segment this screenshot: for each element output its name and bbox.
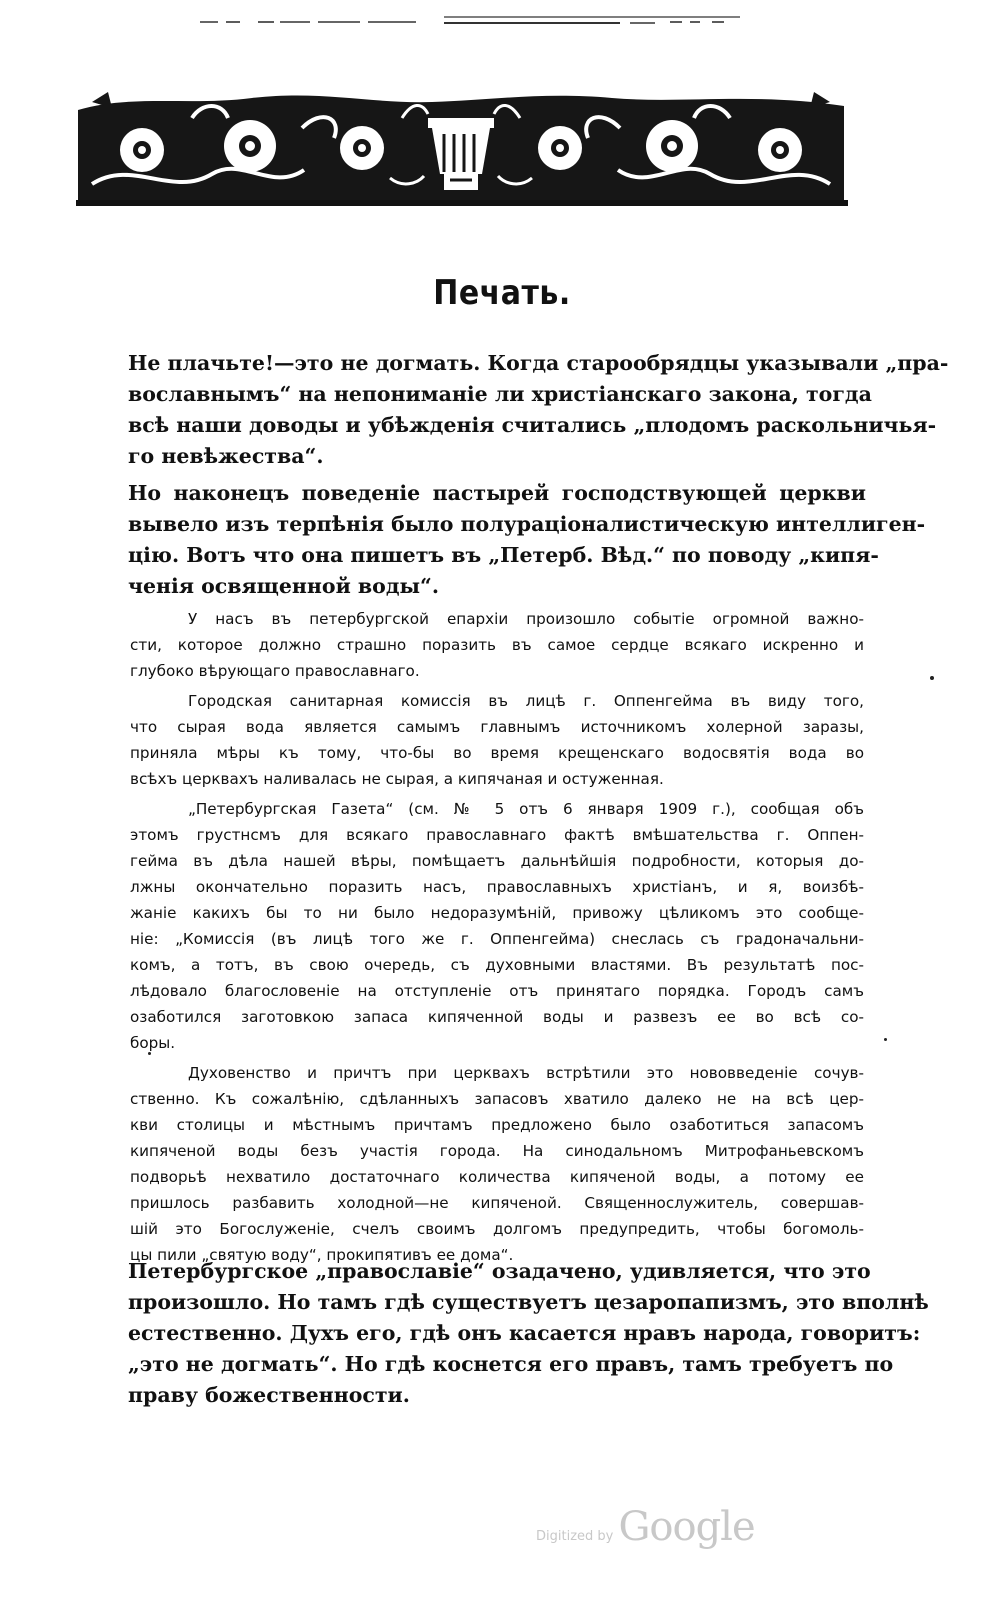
text-line: У насъ въ петербургской епархіи произошло событіе огромной важно- xyxy=(188,610,864,628)
text-line: цы пили „святую воду“, прокипятивъ ее дома“. xyxy=(130,1246,514,1264)
text-line: приняла мѣры къ тому, что-бы во время крещенскаго водосвятія вода во xyxy=(130,744,864,762)
text-line: этомъ грустнсмъ для всякаго православнаго фактѣ вмѣшательства г. Оппен- xyxy=(130,826,864,844)
text-line: всѣхъ церквахъ наливалась не сырая, а кипячаная и остуженная. xyxy=(130,770,664,788)
text-line: „это не догмать“. Но гдѣ коснется его правъ, тамъ требуетъ по xyxy=(128,1352,894,1376)
text-line: ченія освященной воды“. xyxy=(128,574,439,598)
intro-paragraph-1 xyxy=(128,348,949,472)
text-line: „Петербургская Газета“ (см. № 5 отъ 6 января 1909 г.), сообщая объ xyxy=(188,800,864,818)
text-line: что сырая вода является самымъ главнымъ источникомъ холерной заразы, xyxy=(130,718,864,736)
text-line: ніе: „Комиссія (въ лицѣ того же г. Оппенгейма) снеслась съ градоначальни- xyxy=(130,930,864,948)
text-line: го невѣжества“. xyxy=(128,444,324,468)
intro-paragraph-2 xyxy=(128,478,926,602)
floral-headpiece-ornament xyxy=(72,88,850,212)
top-rule-fragments xyxy=(200,14,740,30)
text-line: гейма въ дѣла нашей вѣры, помѣщаетъ дальнѣйшія подробности, которыя до- xyxy=(130,852,864,870)
closing-text xyxy=(128,1256,929,1413)
text-line: Духовенство и причтъ при церквахъ встрѣтили это нововведеніе сочув- xyxy=(188,1064,864,1082)
text-line: произошло. Но тамъ гдѣ существуетъ цезаропапизмъ, это вполнѣ xyxy=(128,1290,929,1314)
text-line: естественно. Духъ его, гдѣ онъ касается нравъ народа, говоритъ: xyxy=(128,1321,921,1345)
text-line: пришлось разбавить холодной—не кипяченой. Священнослужитель, совершав- xyxy=(130,1194,864,1212)
text-line: подворьѣ нехватило достаточнаго количества кипяченой воды, а потому ее xyxy=(130,1168,864,1186)
text-line: ственно. Къ сожалѣнію, сдѣланныхъ запасовъ хватило далеко не на всѣ цер- xyxy=(130,1090,864,1108)
closing-paragraph xyxy=(128,1256,929,1411)
text-line: кви столицы и мѣстнымъ причтамъ предложено было озаботиться запасомъ xyxy=(130,1116,864,1134)
quote-paragraph-1 xyxy=(130,606,864,684)
text-line: Не плачьте!—это не догмать. Когда старообрядцы указывали „пра- xyxy=(128,351,949,375)
print-speck xyxy=(930,676,934,680)
text-line: вославнымъ“ на непониманіе ли христіанскаго закона, тогда xyxy=(128,382,872,406)
text-line: шій это Богослуженіе, счелъ своимъ долгомъ предупредить, чтобы богомоль- xyxy=(130,1220,864,1238)
text-line: сти, которое должно страшно поразить въ самое сердце всякаго искренно и xyxy=(130,636,864,654)
print-speck xyxy=(148,1052,151,1055)
watermark-brand: Google xyxy=(618,1504,755,1550)
quoted-block xyxy=(130,606,864,1272)
watermark-prefix: Digitized by xyxy=(536,1529,614,1544)
text-line: комъ, а тотъ, въ свою очередь, съ духовными властями. Въ результатѣ пос- xyxy=(130,956,864,974)
text-line: Петербургское „православіе“ озадачено, удивляется, что это xyxy=(128,1259,871,1283)
text-line: всѣ наши доводы и убѣжденія считались „плодомъ раскольничья- xyxy=(128,413,937,437)
text-line: цію. Вотъ что она пишетъ въ „Петерб. Вѣд.“ по поводу „кипя- xyxy=(128,543,879,567)
text-line: праву божественности. xyxy=(128,1383,410,1407)
text-line: Городская санитарная комиссія въ лицѣ г. Оппенгейма въ виду того, xyxy=(188,692,864,710)
quote-paragraph-2 xyxy=(130,688,864,792)
digitized-by-google-watermark xyxy=(536,1504,755,1550)
intro-text xyxy=(128,348,949,604)
text-line: кипяченой воды безъ участія города. На синодальномъ Митрофаньевскомъ xyxy=(130,1142,864,1160)
text-line: вывело изъ терпѣнія было полураціоналистическую интеллиген- xyxy=(128,512,926,536)
text-line: Но наконецъ поведеніе пастырей господствующей церкви xyxy=(128,481,866,505)
print-speck xyxy=(884,1038,887,1041)
text-line: глубоко вѣрующаго православнаго. xyxy=(130,662,420,680)
text-line: озаботился заготовкою запаса кипяченной воды и развезъ ее во всѣ со- xyxy=(130,1008,864,1026)
text-line: жаніе какихъ бы то ни было недоразумѣній, привожу цѣликомъ это сообще- xyxy=(130,904,864,922)
quote-paragraph-4 xyxy=(130,1060,864,1268)
text-line: боры. xyxy=(130,1034,176,1052)
quote-paragraph-3 xyxy=(130,796,864,1056)
text-line: лжны окончательно поразить насъ, православныхъ христіанъ, и я, воизбѣ- xyxy=(130,878,864,896)
text-line: лѣдовало благословеніе на отступленіе отъ принятаго порядка. Городъ самъ xyxy=(130,982,864,1000)
page-title: Печать. xyxy=(433,273,571,314)
